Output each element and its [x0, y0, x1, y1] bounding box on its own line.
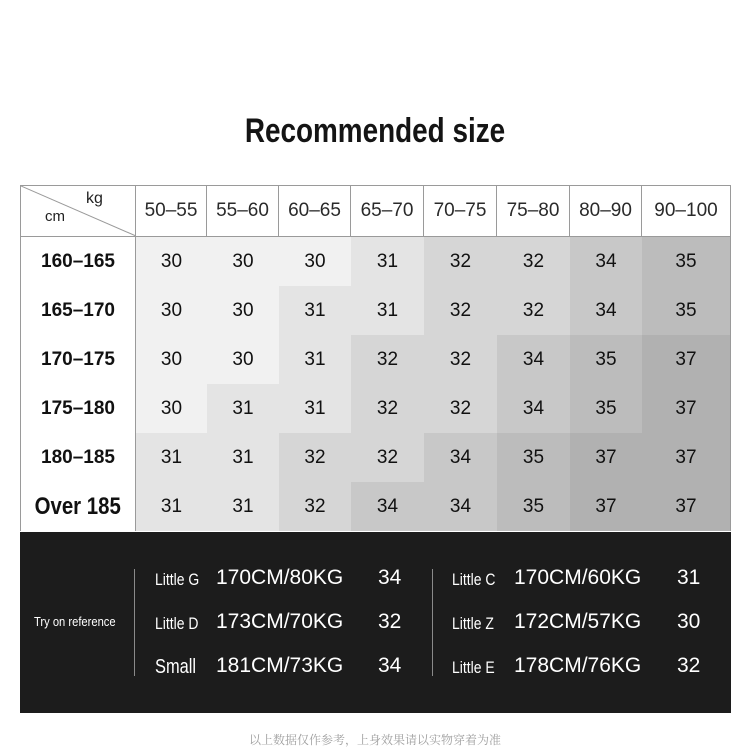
size-cell: 31	[207, 384, 279, 433]
reference-person-name: Little D	[155, 614, 199, 633]
size-cell: 34	[497, 384, 570, 433]
size-cell: 31	[351, 237, 424, 286]
size-cell: 31	[351, 286, 424, 335]
weight-range-header: 60–65	[279, 186, 351, 236]
size-cell: 37	[642, 384, 730, 433]
size-cell: 35	[497, 433, 570, 482]
height-range-label: 170–175	[21, 335, 136, 384]
size-cell: 30	[136, 286, 207, 335]
reference-person-name: Little G	[155, 570, 200, 589]
size-cell: 32	[424, 384, 497, 433]
reference-title: Try on reference	[34, 614, 116, 629]
size-cell: 35	[497, 482, 570, 531]
size-cell: 35	[570, 335, 642, 384]
size-cell: 31	[136, 433, 207, 482]
reference-person-name: Little C	[452, 570, 496, 589]
size-cell: 37	[642, 433, 730, 482]
size-cell: 34	[570, 237, 642, 286]
size-cell: 31	[279, 384, 351, 433]
size-cell: 35	[642, 286, 730, 335]
size-cell: 31	[136, 482, 207, 531]
reference-size: 30	[677, 610, 701, 633]
reference-height-weight: 181CM/73KG	[216, 654, 344, 677]
disclaimer-footnote: 以上数据仅作参考，上身效果请以实物穿着为准	[248, 733, 501, 747]
reference-size: 32	[378, 610, 402, 633]
height-range-label: 175–180	[21, 384, 136, 433]
size-cell: 32	[424, 237, 497, 286]
weight-unit-label: kg	[86, 190, 103, 207]
size-cell: 31	[279, 286, 351, 335]
reference-height-weight: 170CM/60KG	[514, 566, 642, 589]
height-range-label: 180–185	[21, 433, 136, 482]
size-cell: 35	[642, 237, 730, 286]
weight-range-header: 75–80	[497, 186, 570, 236]
size-cell: 32	[351, 433, 424, 482]
size-cell: 30	[136, 237, 207, 286]
size-cell: 37	[642, 482, 730, 531]
size-cell: 37	[642, 335, 730, 384]
reference-divider-middle	[432, 569, 433, 676]
height-range-label: 165–170	[21, 286, 136, 335]
reference-person-name: Little E	[452, 658, 495, 677]
size-cell: 30	[207, 237, 279, 286]
reference-person-name: Small	[155, 656, 197, 678]
size-cell: 34	[570, 286, 642, 335]
size-cell: 34	[497, 335, 570, 384]
size-chart-table	[20, 185, 731, 531]
weight-range-header: 50–55	[136, 186, 207, 236]
size-cell: 32	[279, 482, 351, 531]
size-cell: 34	[424, 482, 497, 531]
table-header-row	[21, 186, 730, 237]
page-title: Recommended size	[244, 112, 506, 150]
height-range-label: 160–165	[21, 237, 136, 286]
size-cell: 30	[279, 237, 351, 286]
height-range-label	[21, 482, 136, 531]
weight-range-header: 90–100	[654, 200, 718, 221]
size-cell: 32	[497, 237, 570, 286]
reference-size: 34	[378, 654, 402, 677]
size-cell: 32	[497, 286, 570, 335]
size-cell: 37	[570, 433, 642, 482]
size-cell: 34	[351, 482, 424, 531]
reference-height-weight: 170CM/80KG	[216, 566, 344, 589]
weight-range-header: 55–60	[207, 186, 279, 236]
reference-divider-left	[134, 569, 135, 676]
size-cell: 32	[424, 286, 497, 335]
reference-size: 31	[677, 566, 701, 589]
size-cell: 37	[570, 482, 642, 531]
weight-range-header: 70–75	[424, 186, 497, 236]
height-unit-label: cm	[45, 208, 65, 225]
reference-person-name: Little Z	[452, 614, 494, 633]
size-cell: 30	[136, 384, 207, 433]
size-cell: 32	[424, 335, 497, 384]
size-cell: 32	[279, 433, 351, 482]
reference-size: 32	[677, 654, 701, 677]
height-range-text: Over 185	[34, 493, 122, 520]
try-on-reference-panel	[20, 532, 731, 713]
size-cell: 30	[207, 286, 279, 335]
size-cell: 32	[351, 384, 424, 433]
weight-range-header: 80–90	[570, 186, 642, 236]
size-cell: 31	[207, 433, 279, 482]
corner-cell	[21, 186, 136, 236]
size-cell: 35	[570, 384, 642, 433]
reference-size: 34	[378, 566, 402, 589]
reference-height-weight: 178CM/76KG	[514, 654, 642, 677]
size-cell: 30	[207, 335, 279, 384]
corner-diagonal-line	[21, 186, 136, 236]
size-cell: 34	[424, 433, 497, 482]
reference-height-weight: 173CM/70KG	[216, 610, 344, 633]
reference-height-weight: 172CM/57KG	[514, 610, 642, 633]
size-cell: 30	[136, 335, 207, 384]
weight-range-header: 65–70	[351, 186, 424, 236]
size-cell: 31	[279, 335, 351, 384]
size-cell: 31	[207, 482, 279, 531]
size-cell: 32	[351, 335, 424, 384]
